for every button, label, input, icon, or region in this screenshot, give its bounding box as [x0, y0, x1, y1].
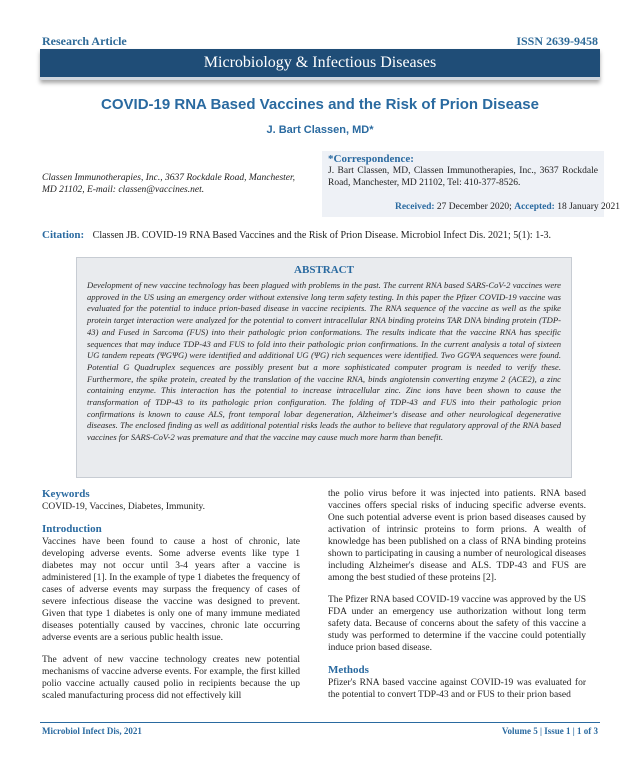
correspondence-title: *Correspondence: [328, 153, 414, 165]
left-column [42, 488, 300, 712]
accepted-label: Accepted: [514, 202, 555, 212]
abstract-box [76, 257, 572, 478]
footer-volume-info: Volume 5 | Issue 1 | 1 of 3 [501, 726, 598, 736]
article-type: Research Article [42, 34, 127, 48]
intro-paragraph-2: The advent of new vaccine technology creates new potential mechanisms of vaccine adverse events. For example, the first killed polio vaccine actually caused polio in recipients because the up scaled manufacturing process did not effectively kill [42, 655, 300, 701]
methods-paragraph-1: Pfizer's RNA based vaccine against COVID-19 was evaluated for the potential to convert TDP-43 and or FUS to their prion based [328, 678, 586, 700]
citation [42, 229, 602, 241]
methods-heading: Methods [328, 664, 369, 676]
footer-journal-ref: Microbiol Infect Dis, 2021 [42, 726, 142, 736]
dates-line [395, 202, 620, 212]
citation-label: Citation: [42, 229, 85, 241]
keywords-heading: Keywords [42, 488, 90, 500]
intro-paragraph-3: the polio virus before it was injected into patients. RNA based vaccines offers special risks of inducing specific adverse events. One such potential adverse event is prion based diseases caused by activation of intrinsic proteins to form prions. A wealth of knowledge has been published on a class of RNA binding proteins shown to participating in causing a number of neurological diseases including Alzheimer's disease and ALS. TDP-43 and FUS are among the best studied of these proteins [2]. [328, 489, 586, 583]
accepted-date: 18 January 2021 [557, 202, 620, 212]
abstract-title: ABSTRACT [294, 264, 354, 276]
affiliation: Classen Immunotherapies, Inc., 3637 Rockdale Road, Manchester, MD 21102, E-mail: classen@vaccines.net. [42, 173, 296, 195]
journal-banner: Microbiology & Infectious Diseases [40, 49, 600, 80]
intro-paragraph-4: The Pfizer RNA based COVID-19 vaccine was approved by the US FDA under an emergency use authorization without long term safety data. Because of concerns about the safety of this vaccine a study was performed to determine if the vaccine could potentially induce prion based disease. [328, 595, 586, 653]
intro-paragraph-1: Vaccines have been found to cause a host of chronic, late developing adverse events. Some adverse events like type 1 diabetes may not occur until 3-4 years after a vaccine is administered [1]. In the example of type 1 diabetes the frequency of cases of adverse events may surpass the frequency of cases of severe infectious disease the vaccine was designed to prevent. Given that type 1 diabetes is only one of many immune mediated diseases potentially caused by vaccines, chronic late occurring adverse events are a serious public health issue. [42, 537, 300, 643]
right-column [328, 488, 586, 711]
received-date: 27 December 2020; [436, 202, 512, 212]
keywords-text: COVID-19, Vaccines, Diabetes, Immunity. [42, 502, 206, 512]
correspondence-text: J. Bart Classen, MD, Classen Immunotherapies, Inc., 3637 Rockdale Road, Manchester, MD 21102, Tel: 410-377-8526. [328, 166, 598, 188]
author-name: J. Bart Classen, MD* [266, 124, 374, 136]
citation-text: Classen JB. COVID-19 RNA Based Vaccines and the Risk of Prion Disease. Microbiol Infect Dis. 2021; 5(1): 1-3. [92, 230, 552, 241]
footer-divider [40, 722, 600, 723]
abstract-text: Development of new vaccine technology has been plagued with problems in the past. The current RNA based SARS-CoV-2 vaccines were approved in the US using an emergency order without extensive long term safety testing. In this paper the Pfizer COVID-19 vaccine was evaluated for the potential to induce prion-based disease in vaccine recipients. The RNA sequence of the vaccine as well as the spike protein target interaction were analyzed for the potential to convert intracellular RNA binding proteins TAR DNA binding protein (TDP-43) and Fused in Sarcoma (FUS) into their pathologic prion conformations. The results indicate that the vaccine RNA has specific sequences that may induce TDP-43 and FUS to fold into their pathologic prion confirmations. In the current analysis a total of sixteen UG tandem repeats (ΨGΨG) were identified and additional UG (ΨG) rich sequences were identified. Two GGΨA sequences were found. Potential G Quadruplex sequences are possibly present but a more sophisticated computer program is needed to verify these. Furthermore, the spike protein, created by the translation of the vaccine RNA, binds angiotensin converting enzyme 2 (ACE2), a zinc containing enzyme. This interaction has the potential to increase intracellular zinc. Zinc ions have been shown to cause the transformation of TDP-43 to its pathologic prion configuration. The folding of TDP-43 and FUS into their pathologic prion confirmations is known to cause ALS, front temporal lobar degeneration, Alzheimer's disease and other neurological degenerative diseases. The enclosed finding as well as additional potential risks leads the author to believe that regulatory approval of the RNA based vaccines for SARS-CoV-2 was premature and that the vaccine may cause much more harm than benefit. [87, 280, 561, 443]
introduction-heading: Introduction [42, 523, 102, 535]
issn: ISSN 2639-9458 [516, 34, 598, 48]
received-label: Received: [394, 202, 435, 212]
paper-title: COVID-19 RNA Based Vaccines and the Risk of Prion Disease [101, 96, 539, 113]
